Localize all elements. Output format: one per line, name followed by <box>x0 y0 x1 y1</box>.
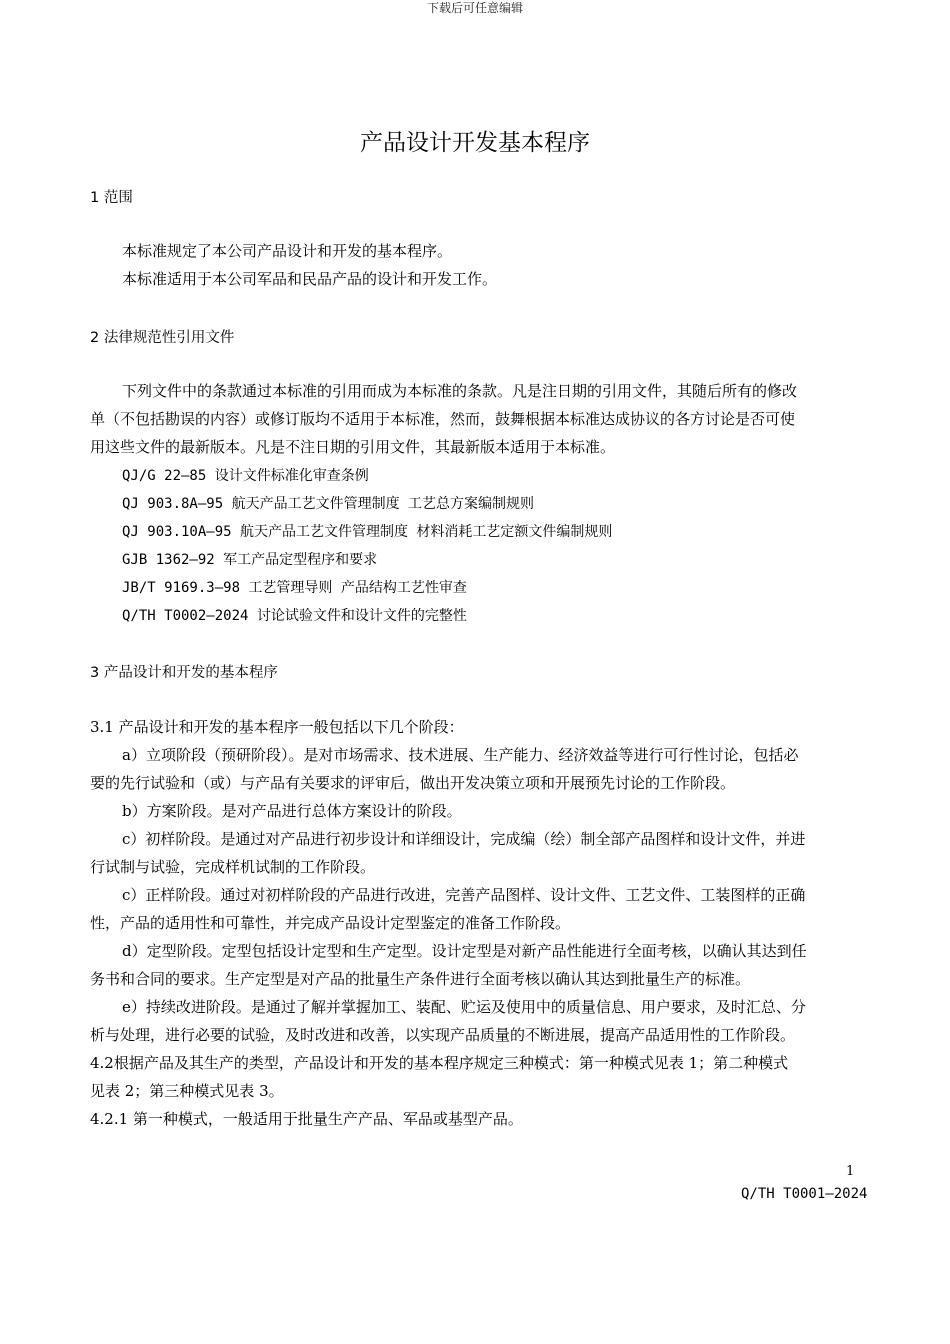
section-2-paragraph: 单（不包括勘误的内容）或修订版均不适用于本标准，然而，鼓舞根据本标准达成协议的各方讨论是否可使 <box>90 410 796 428</box>
stage-c-formal: 性，产品的适用性和可靠性，并完成产品设计定型鉴定的准备工作阶段。 <box>90 914 571 932</box>
section-3-heading: 3 产品设计和开发的基本程序 <box>90 665 278 681</box>
section-1-paragraph: 本标准规定了本公司产品设计和开发的基本程序。 <box>122 242 453 260</box>
reference-item: QJ 903.10A—95 航天产品工艺文件管理制度 材料消耗工艺定额文件编制规则 <box>122 524 613 540</box>
stage-d: 务书和合同的要求。生产定型是对产品的批量生产条件进行全面考核以确认其达到批量生产的标准。 <box>90 970 751 988</box>
clause-4-2-1: 4.2.1 第一种模式，一般适用于批量生产产品、军品或基型产品。 <box>90 1110 523 1128</box>
clause-4-2: 见表 2；第三种模式见表 3。 <box>90 1082 284 1100</box>
document-code: Q/TH T0001—2024 <box>741 1186 868 1202</box>
section-2-heading: 2 法律规范性引用文件 <box>90 330 235 346</box>
reference-item: GJB 1362—92 军工产品定型程序和要求 <box>122 552 378 568</box>
stage-b: b）方案阶段。是对产品进行总体方案设计的阶段。 <box>122 802 462 820</box>
clause-4-2: 4.2根据产品及其生产的类型，产品设计和开发的基本程序规定三种模式：第一种模式见表 1；第二种模式 <box>90 1054 789 1072</box>
header-note: 下载后可任意编辑 <box>426 1 523 15</box>
stage-c-prototype: c）初样阶段。是通过对产品进行初步设计和详细设计，完成编（绘）制全部产品图样和设计文件，并进 <box>122 830 806 848</box>
stage-c-formal: c）正样阶段。通过对初样阶段的产品进行改进，完善产品图样、设计文件、工艺文件、工装图样的正确 <box>122 886 806 904</box>
section-2-paragraph: 用这些文件的最新版本。凡是不注日期的引用文件，其最新版本适用于本标准。 <box>90 438 616 456</box>
stage-e: e）持续改进阶段。是通过了解并掌握加工、装配、贮运及使用中的质量信息、用户要求，及时汇总、分 <box>122 998 806 1016</box>
stage-d: d）定型阶段。定型包括设计定型和生产定型。设计定型是对新产品性能进行全面考核，以确认其达到任 <box>122 942 807 960</box>
stage-a: a）立项阶段（预研阶段）。是对市场需求、技术进展、生产能力、经济效益等进行可行性讨论，包括必 <box>122 746 799 764</box>
reference-item: JB/T 9169.3—98 工艺管理导则 产品结构工艺性审查 <box>122 580 467 596</box>
section-2-paragraph: 下列文件中的条款通过本标准的引用而成为本标准的条款。凡是注日期的引用文件，其随后所有的修改 <box>122 382 798 400</box>
stage-e: 析与处理，进行必要的试验，及时改进和改善，以实现产品质量的不断进展，提高产品适用性的工作阶段。 <box>90 1026 796 1044</box>
document-title: 产品设计开发基本程序 <box>360 130 590 156</box>
page-number: 1 <box>846 1164 855 1179</box>
section-1-paragraph: 本标准适用于本公司军品和民品产品的设计和开发工作。 <box>122 270 498 288</box>
stage-a: 要的先行试验和（或）与产品有关要求的评审后，做出开发决策立项和开展预先讨论的工作阶段。 <box>90 774 736 792</box>
reference-item: QJ/G 22—85 设计文件标准化审查条例 <box>122 468 369 484</box>
clause-3-1: 3.1 产品设计和开发的基本程序一般包括以下几个阶段： <box>90 718 464 736</box>
stage-c-prototype: 行试制与试验，完成样机试制的工作阶段。 <box>90 858 376 876</box>
reference-item: Q/TH T0002—2024 讨论试验文件和设计文件的完整性 <box>122 608 467 624</box>
reference-item: QJ 903.8A—95 航天产品工艺文件管理制度 工艺总方案编制规则 <box>122 496 535 512</box>
section-1-heading: 1 范围 <box>90 190 133 206</box>
